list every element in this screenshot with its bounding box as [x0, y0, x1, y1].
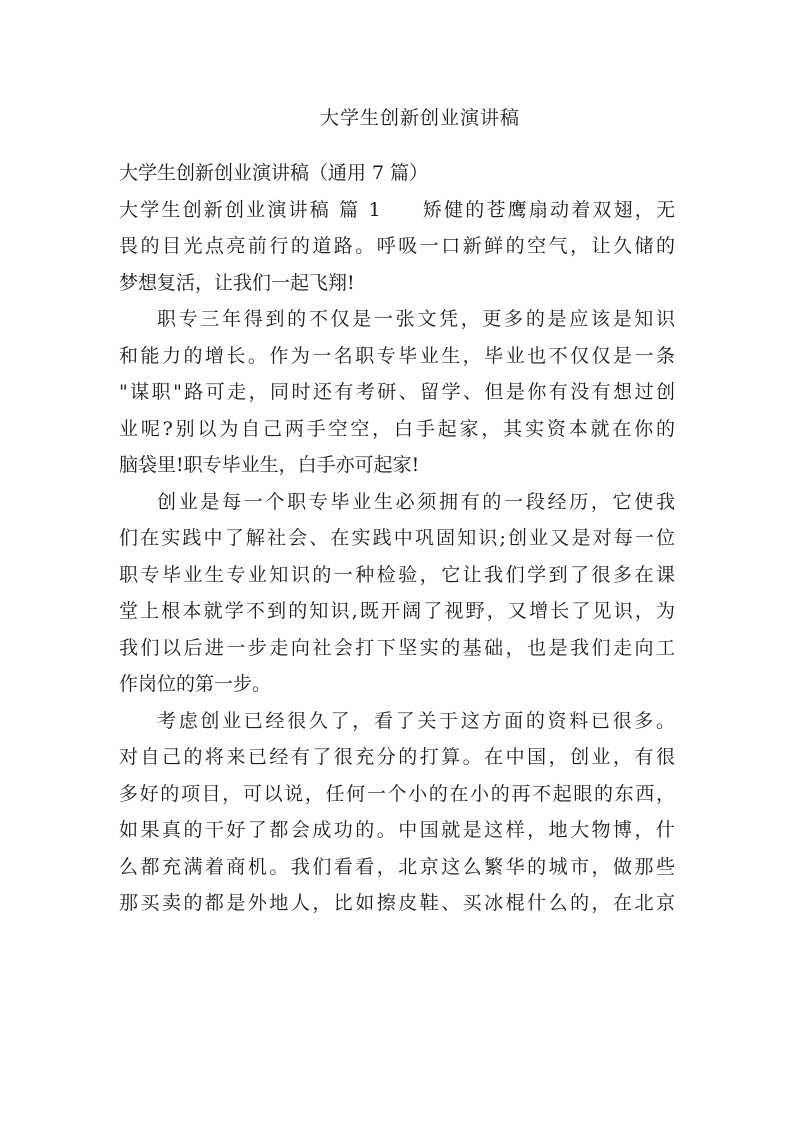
paragraph-text: 矫健的苍鹰扇动着双翅，无: [420, 198, 675, 221]
text-line: 么都充满着商机。我们看看，北京这么繁华的城市，做那些: [119, 855, 675, 878]
text-line: 如果真的干好了都会成功的。中国就是这样，地大物博，什: [119, 819, 675, 841]
document-body: [119, 155, 675, 922]
text-line: 脑袋里!职专毕业生，白手亦可起家!: [119, 454, 420, 476]
text-line: 对自己的将来已经有了很充分的打算。在中国，创业，有很: [119, 746, 675, 768]
text-line: 们在实践中了解社会、在实践中巩固知识;创业又是对每一位: [119, 527, 675, 549]
text-line: 创业是每一个职专毕业生必须拥有的一段经历，它使我: [157, 490, 675, 513]
text-line: 业呢?别以为自己两手空空，白手起家，其实资本就在你的: [119, 417, 675, 440]
text-line: [119, 192, 675, 229]
text-line: 多好的项目，可以说，任何一个小的在小的再不起眼的东西，: [119, 782, 675, 805]
document-title: 大学生创新创业演讲稿: [319, 107, 520, 129]
text-line: 职专毕业生专业知识的一种检验，它让我们学到了很多在课: [119, 563, 675, 586]
text-line: 畏的目光点亮前行的道路。呼吸一口新鲜的空气，让久储的: [119, 235, 675, 257]
text-line: 我们以后进一步走向社会打下坚实的基础，也是我们走向工: [119, 636, 675, 659]
text-line: 职专三年得到的不仅是一张文凭，更多的是应该是知识: [157, 308, 675, 330]
text-line: 那买卖的都是外地人，比如擦皮鞋、买冰棍什么的，在北京: [119, 892, 675, 914]
text-line: 作岗位的第一步。: [119, 673, 272, 695]
text-line: 梦想复活，让我们一起飞翔!: [119, 271, 355, 294]
text-line: 考虑创业已经很久了，看了关于这方面的资料已很多。: [157, 709, 675, 732]
text-line: 堂上根本就学不到的知识,既开阔了视野，又增长了见识，为: [119, 600, 675, 622]
text-line: "谋职"路可走，同时还有考研、留学、但是你有没有想过创: [119, 381, 675, 403]
text-line: 和能力的增长。作为一名职专毕业生，毕业也不仅仅是一条: [119, 344, 675, 367]
section-heading: 大学生创新创业演讲稿 篇 1: [119, 198, 381, 221]
document-subtitle: 大学生创新创业演讲稿（通用 7 篇）: [119, 162, 429, 184]
